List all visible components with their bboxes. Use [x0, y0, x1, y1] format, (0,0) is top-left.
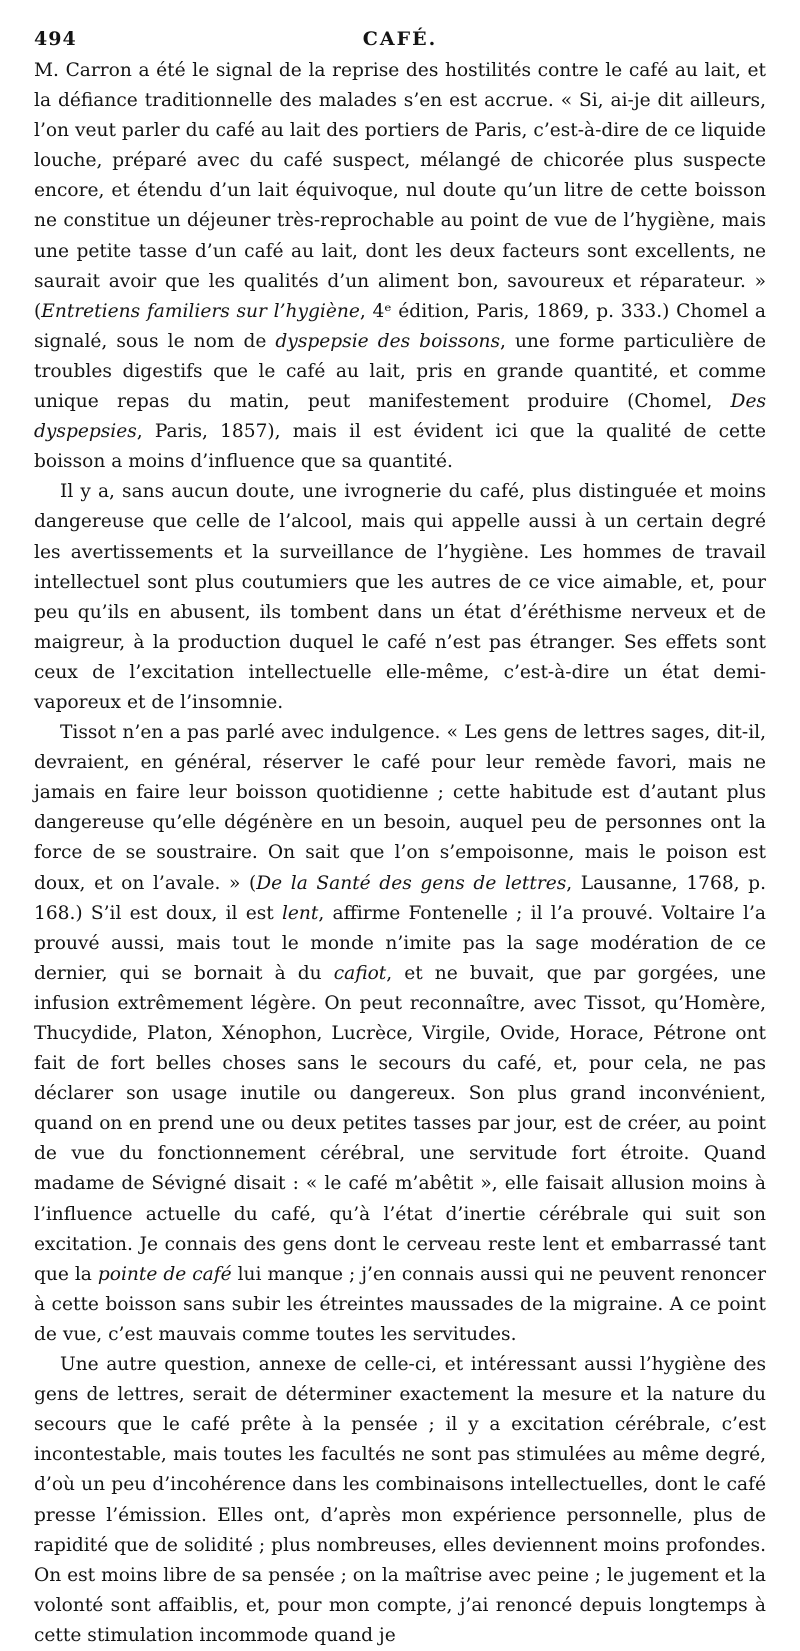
italic-citation: cafiot [333, 962, 387, 984]
page-number: 494 [34, 28, 77, 50]
text-run: , une forme particulière de troubles digestifs que le café au lait, pris en grande quantité, et comme unique repas du matin, peut manifestement produire (Chomel, [34, 330, 766, 413]
text-run: Tissot n’en a pas parlé avec indulgence. « Les gens de lettres sages, dit-il, devraient, en général, réserver le café pour leur remède favori, mais ne jamais en faire leur boisson quotidienne ; cette habitude est d’autant plus dangereuse qu’elle dégénère en un besoin, auquel peu de personnes ont la force de se soustraire. On sait que l’on s’empoisonne, mais le poison est doux, et on l’avale. » ( [34, 722, 766, 894]
italic-citation: dyspepsie des boissons [275, 330, 501, 352]
paragraph [34, 477, 766, 718]
text-run: lui manque ; j’en connais aussi qui ne peuvent renoncer à cette boisson sans subir les étreintes maussades de la migraine. A ce point de vue, c’est mauvais comme toutes les servitudes. [34, 1263, 766, 1345]
running-title: CAFÉ. [362, 28, 438, 50]
text-run: , 4ᵉ édition, Paris, 1869, p. 333.) Chomel a signalé, sous le nom de [34, 300, 767, 352]
italic-citation: De la Santé des gens de lettres [256, 872, 567, 894]
text-run: Il y a, sans aucun doute, une ivrognerie du café, plus distinguée et moins dangereuse que celle de l’alcool, mais qui appelle aussi à un certain degré les avertissements et la surveillance de l’hygiène. Les hommes de travail intellectuel sont plus coutumiers que les autres de ce vice aimable, et, pour peu qu’ils en abusent, ils tombent dans un état d’éréthisme nerveux et de maigreur, à la production duquel le café n’est pas étranger. Ses effets sont ceux de l’excitation intellectuelle elle-même, c’est-à-dire un état demi-vaporeux et de l’insomnie. [34, 481, 766, 713]
paragraph [34, 56, 766, 477]
paragraph [34, 718, 766, 1350]
paragraph [34, 1350, 766, 1651]
body-text [34, 56, 766, 1651]
italic-citation: lent [281, 902, 319, 924]
text-run: M. Carron a été le signal de la reprise des hostilités contre le café au lait, et la défiance traditionnelle des malades s’en est accrue. « Si, ai-je dit ailleurs, l’on veut parler du café au lait des portiers de Paris, c’est-à-dire de ce liquide louche, préparé avec du café suspect, mélangé de chicorée plus suspecte encore, et étendu d’un lait équivoque, nul doute qu’un litre de cette boisson ne constitue un déjeuner très-reprochable au point de vue de l’hygiène, mais une petite tasse d’un café au lait, dont les deux facteurs sont excellents, ne saurait avoir que les qualités d’un aliment bon, savoureux et réparateur. » ( [34, 60, 766, 322]
italic-citation: Des dyspepsies [34, 391, 766, 443]
text-run: , Paris, 1857), mais il est évident ici que la qualité de cette boisson a moins d’influence que sa quantité. [34, 421, 766, 473]
text-run: , affirme Fontenelle ; il l’a prouvé. Voltaire l’a prouvé aussi, mais tout le monde n’imite pas la sage modération de ce dernier, qui se bornait à du [34, 902, 766, 984]
text-run: , Lausanne, 1768, p. 168.) S’il est doux, il est [34, 872, 766, 924]
italic-citation: Entretiens familiers sur l’hygiène [41, 300, 360, 322]
italic-citation: pointe de café [97, 1263, 232, 1285]
text-run: , et ne buvait, que par gorgées, une infusion extrêmement légère. On peut reconnaître, avec Tissot, qu’Homère, Thucydide, Platon, Xénophon, Lucrèce, Virgile, Ovide, Horace, Pétrone ont fait de fort belles choses sans le secours du café, et, pour cela, ne pas déclarer son usage inutile ou dangereux. Son plus grand inconvénient, quand on en prend une ou deux petites tasses par jour, est de créer, au point de vue du fonctionnement cérébral, une servitude fort étroite. Quand madame de Sévigné disait : « le café m’abêtit », elle faisait allusion moins à l’influence actuelle du café, qu’à l’état d’inertie cérébrale qui suit son excitation. Je connais des gens dont le cerveau reste lent et embarrassé tant que la [34, 962, 766, 1285]
text-run: Une autre question, annexe de celle-ci, et intéressant aussi l’hygiène des gens de lettres, serait de déterminer exactement la mesure et la nature du secours que le café prête à la pensée ; il y a excitation cérébrale, c’est incontestable, mais toutes les facultés ne sont pas stimulées au même degré, d’où un peu d’incohérence dans les combinaisons intellectuelles, dont le café presse l’émission. Elles ont, d’après mon expérience personnelle, plus de rapidité que de solidité ; plus nombreuses, elles deviennent moins profondes. On est moins libre de sa pensée ; on la maîtrise avec peine ; le jugement et la volonté sont affaiblis, et, pour mon compte, j’ai renoncé depuis longtemps à cette stimulation incommode quand je [34, 1354, 766, 1646]
page-header [34, 22, 766, 56]
